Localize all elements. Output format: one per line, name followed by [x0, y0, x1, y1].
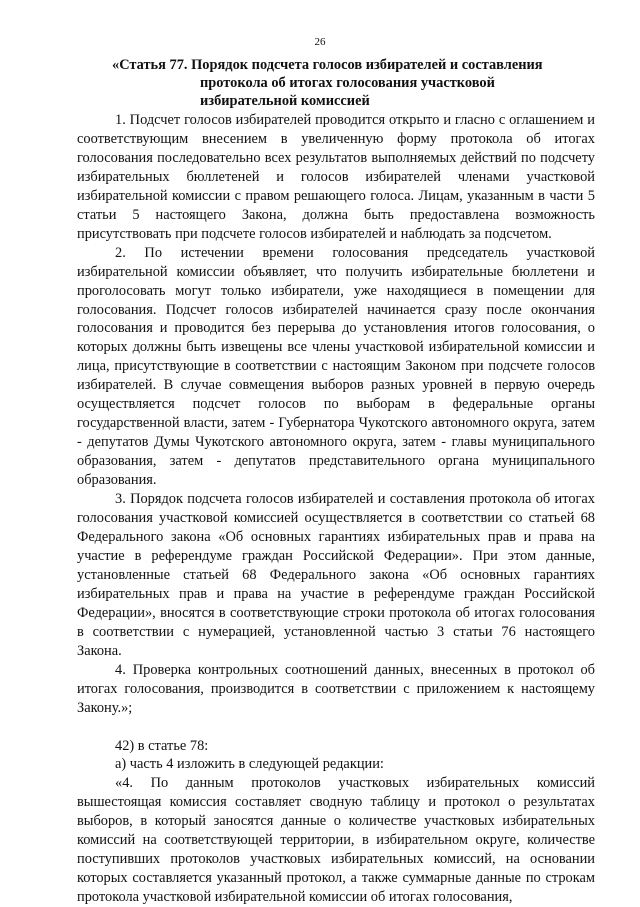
paragraph-part-2: 2. По истечении времени голосования председатель участковой избирательной комиссии объявляет, что получить избирательные бюллетени и проголосовать могут только избиратели, уже находящиеся в помещении для голосования. Подсчет голосов избирателей начинается сразу после окончания голосования и проводится без перерыва до установления итогов голосования, о которых должны быть извещены все члены участковой избирательной комиссии и лица, присутствующие в соответствии с настоящим Законом при подсчете голосов избирателей. В случае совмещения выборов разных уровней в первую очередь осуществляется подсчет голосов по выборам в федеральные органы государственной власти, затем - Губернатора Чукотского автономного округа, затем - депутатов Думы Чукотского автономного округа, затем - главы муниципального образования, затем - депутатов представительного органа муниципального образования.: [77, 244, 595, 489]
paragraph-item-42: 42) в статье 78:: [115, 737, 209, 754]
article-body: [77, 111, 595, 907]
paragraph-part-1: 1. Подсчет голосов избирателей проводится открыто и гласно с оглашением и соответствующим внесением в увеличенную форму протокола об итогах голосования последовательно всех результатов выполняемых действий по подсчету избирательных бюллетеней и голосов избирателей членами участковой избирательной комиссии с правом решающего голоса. Лицам, указанным в части 5 статьи 5 настоящего Закона, должна быть предоставлена возможность присутствовать при подсчете голосов избирателей и наблюдать за подсчетом.: [77, 112, 595, 242]
page-number: 26: [314, 36, 326, 48]
article-heading-line-3: избирательной комиссией: [200, 93, 370, 109]
article-heading-line-2: протокола об итогах голосования участковой: [200, 75, 495, 91]
article-heading: [112, 56, 582, 110]
paragraph-part-3: 3. Порядок подсчета голосов избирателей и составления протокола об итогах голосования участковой комиссией осуществляется в соответствии со статьей 68 Федерального закона «Об основных гарантиях избирательных прав и права на участие в референдуме граждан Российской Федерации». При этом данные, установленные статьей 68 Федерального закона «Об основных гарантиях избирательных прав и права на участие в референдуме граждан Российской Федерации», вносятся в соответствующие строки протокола об итогах голосования в соответствии с нумерацией, установленной частью 3 статьи 76 настоящего Закона.: [77, 491, 595, 659]
paragraph-part-4: 4. Проверка контрольных соотношений данных, внесенных в протокол об итогах голосования, производится в соответствии с приложением к настоящему Закону.»;: [77, 661, 595, 716]
paragraph-subitem-a: а) часть 4 изложить в следующей редакции:: [115, 756, 384, 773]
article-heading-line-1: «Статья 77. Порядок подсчета голосов избирателей и составления: [112, 57, 543, 73]
paragraph-new-part-4: «4. По данным протоколов участковых избирательных комиссий вышестоящая комиссия составляет сводную таблицу и протокол о результатах выборов, в который заносятся данные о количестве участковых избирательных комиссий на соответствующей территории, в избирательном округе, количестве поступивших протоколов участковых избирательных комиссий, на основании которых составляется указанный протокол, а также суммарные данные по строкам протокола участковой избирательной комиссии об итогах голосования,: [77, 775, 595, 906]
